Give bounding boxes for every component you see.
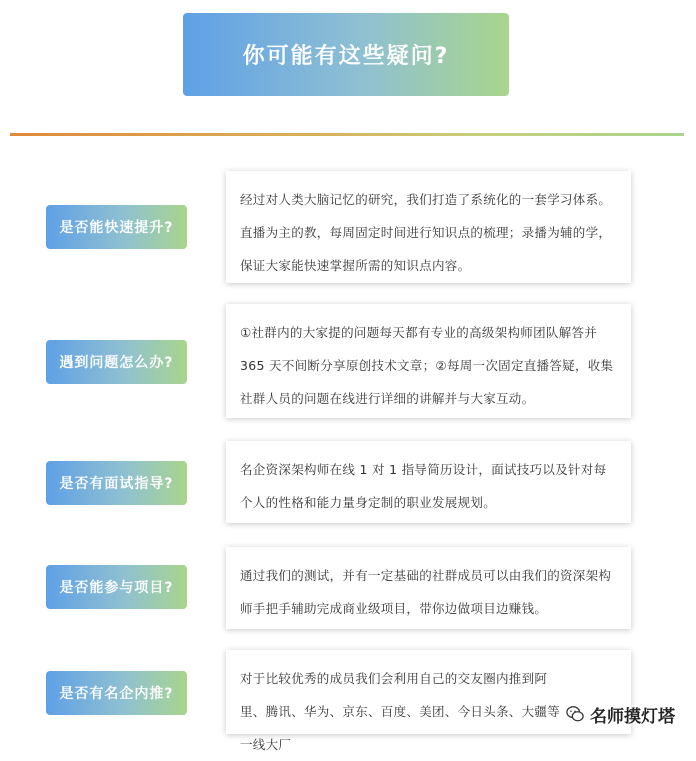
divider-line: [10, 133, 684, 136]
wechat-icon: [566, 705, 584, 723]
faq-answer-1: 经过对人类大脑记忆的研究，我们打造了系统化的一套学习体系。直播为主的教，每周固定时间进行知识点的梳理；录播为辅的学，保证大家能快速掌握所需的知识点内容。: [226, 171, 631, 283]
faq-question-4: 是否能参与项目?: [46, 565, 187, 609]
faq-answer-5: 对于比较优秀的成员我们会利用自己的交友圈内推到阿里、腾讯、华为、京东、百度、美团、今日头条、大疆等一线大厂: [226, 650, 631, 734]
faq-answer-3: 名企资深架构师在线 1 对 1 指导简历设计，面试技巧以及针对每个人的性格和能力量身定制的职业发展规划。: [226, 441, 631, 523]
page-title: 你可能有这些疑问?: [242, 44, 450, 69]
title-banner: [183, 13, 509, 96]
faq-question-3: 是否有面试指导?: [46, 461, 187, 505]
watermark-text: 名师摸灯塔: [590, 706, 675, 727]
watermark: [566, 700, 675, 728]
faq-answer-2: ①社群内的大家提的问题每天都有专业的高级架构师团队解答并 365 天不间断分享原创技术文章；②每周一次固定直播答疑，收集社群人员的问题在线进行详细的讲解并与大家互动。: [226, 304, 631, 418]
faq-question-5: 是否有名企内推?: [46, 671, 187, 715]
faq-answer-4: 通过我们的测试，并有一定基础的社群成员可以由我们的资深架构师手把手辅助完成商业级项目，带你边做项目边赚钱。: [226, 547, 631, 629]
faq-question-2: 遇到问题怎么办?: [46, 340, 187, 384]
faq-question-1: 是否能快速提升?: [46, 205, 187, 249]
